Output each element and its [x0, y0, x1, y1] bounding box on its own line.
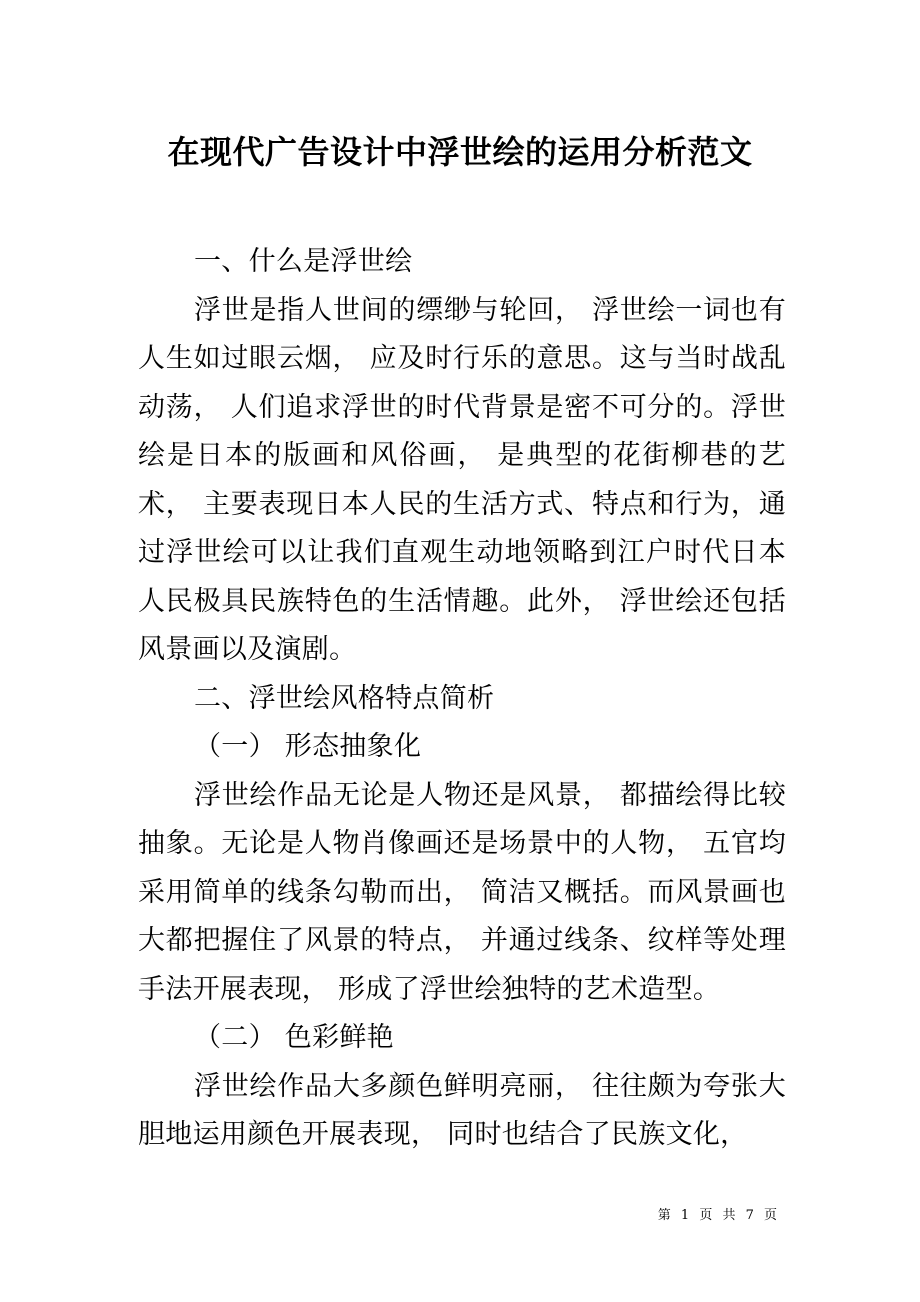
subheading-vivid-colors: （二） 色彩鲜艳	[194, 1022, 394, 1053]
section-heading-style-analysis: 二、浮世绘风格特点简析	[194, 682, 495, 714]
document-title: 在现代广告设计中浮世绘的运用分析范文	[167, 133, 753, 171]
document-body	[138, 238, 786, 1160]
paragraph-vivid-colors: 浮世绘作品大多颜色鲜明亮丽， 往往颇为夸张大胆地运用颜色开展表现， 同时也结合了民族文化，	[138, 1070, 786, 1150]
paragraph-abstract-form: 浮世绘作品无论是人物还是风景， 都描绘得比较抽象。无论是人物肖像画还是场景中的人物， 五官均采用简单的线条勾勒而出， 简洁又概括。而风景画也大都把握住了风景的特点， 并通过线条、纹样等处理手法开展表现， 形成了浮世绘独特的艺术造型。	[138, 779, 786, 1005]
section-heading-what-is-ukiyoe: 一、什么是浮世绘	[194, 246, 413, 277]
page-number-footer: 第 1 页 共 7 页	[657, 1208, 780, 1223]
subheading-abstract-form: （一） 形态抽象化	[194, 731, 422, 762]
paragraph-ukiyoe-definition: 浮世是指人世间的缥缈与轮回， 浮世绘一词也有人生如过眼云烟， 应及时行乐的意思。这与当时战乱动荡， 人们追求浮世的时代背景是密不可分的。浮世绘是日本的版画和风俗画， 是典型的花街柳巷的艺术， 主要表现日本人民的生活方式、特点和行为，通过浮世绘可以让我们直观生动地领略到江户时代日本人民极具民族特色的生活情趣。此外， 浮世绘还包括风景画以及演剧。	[138, 294, 786, 665]
